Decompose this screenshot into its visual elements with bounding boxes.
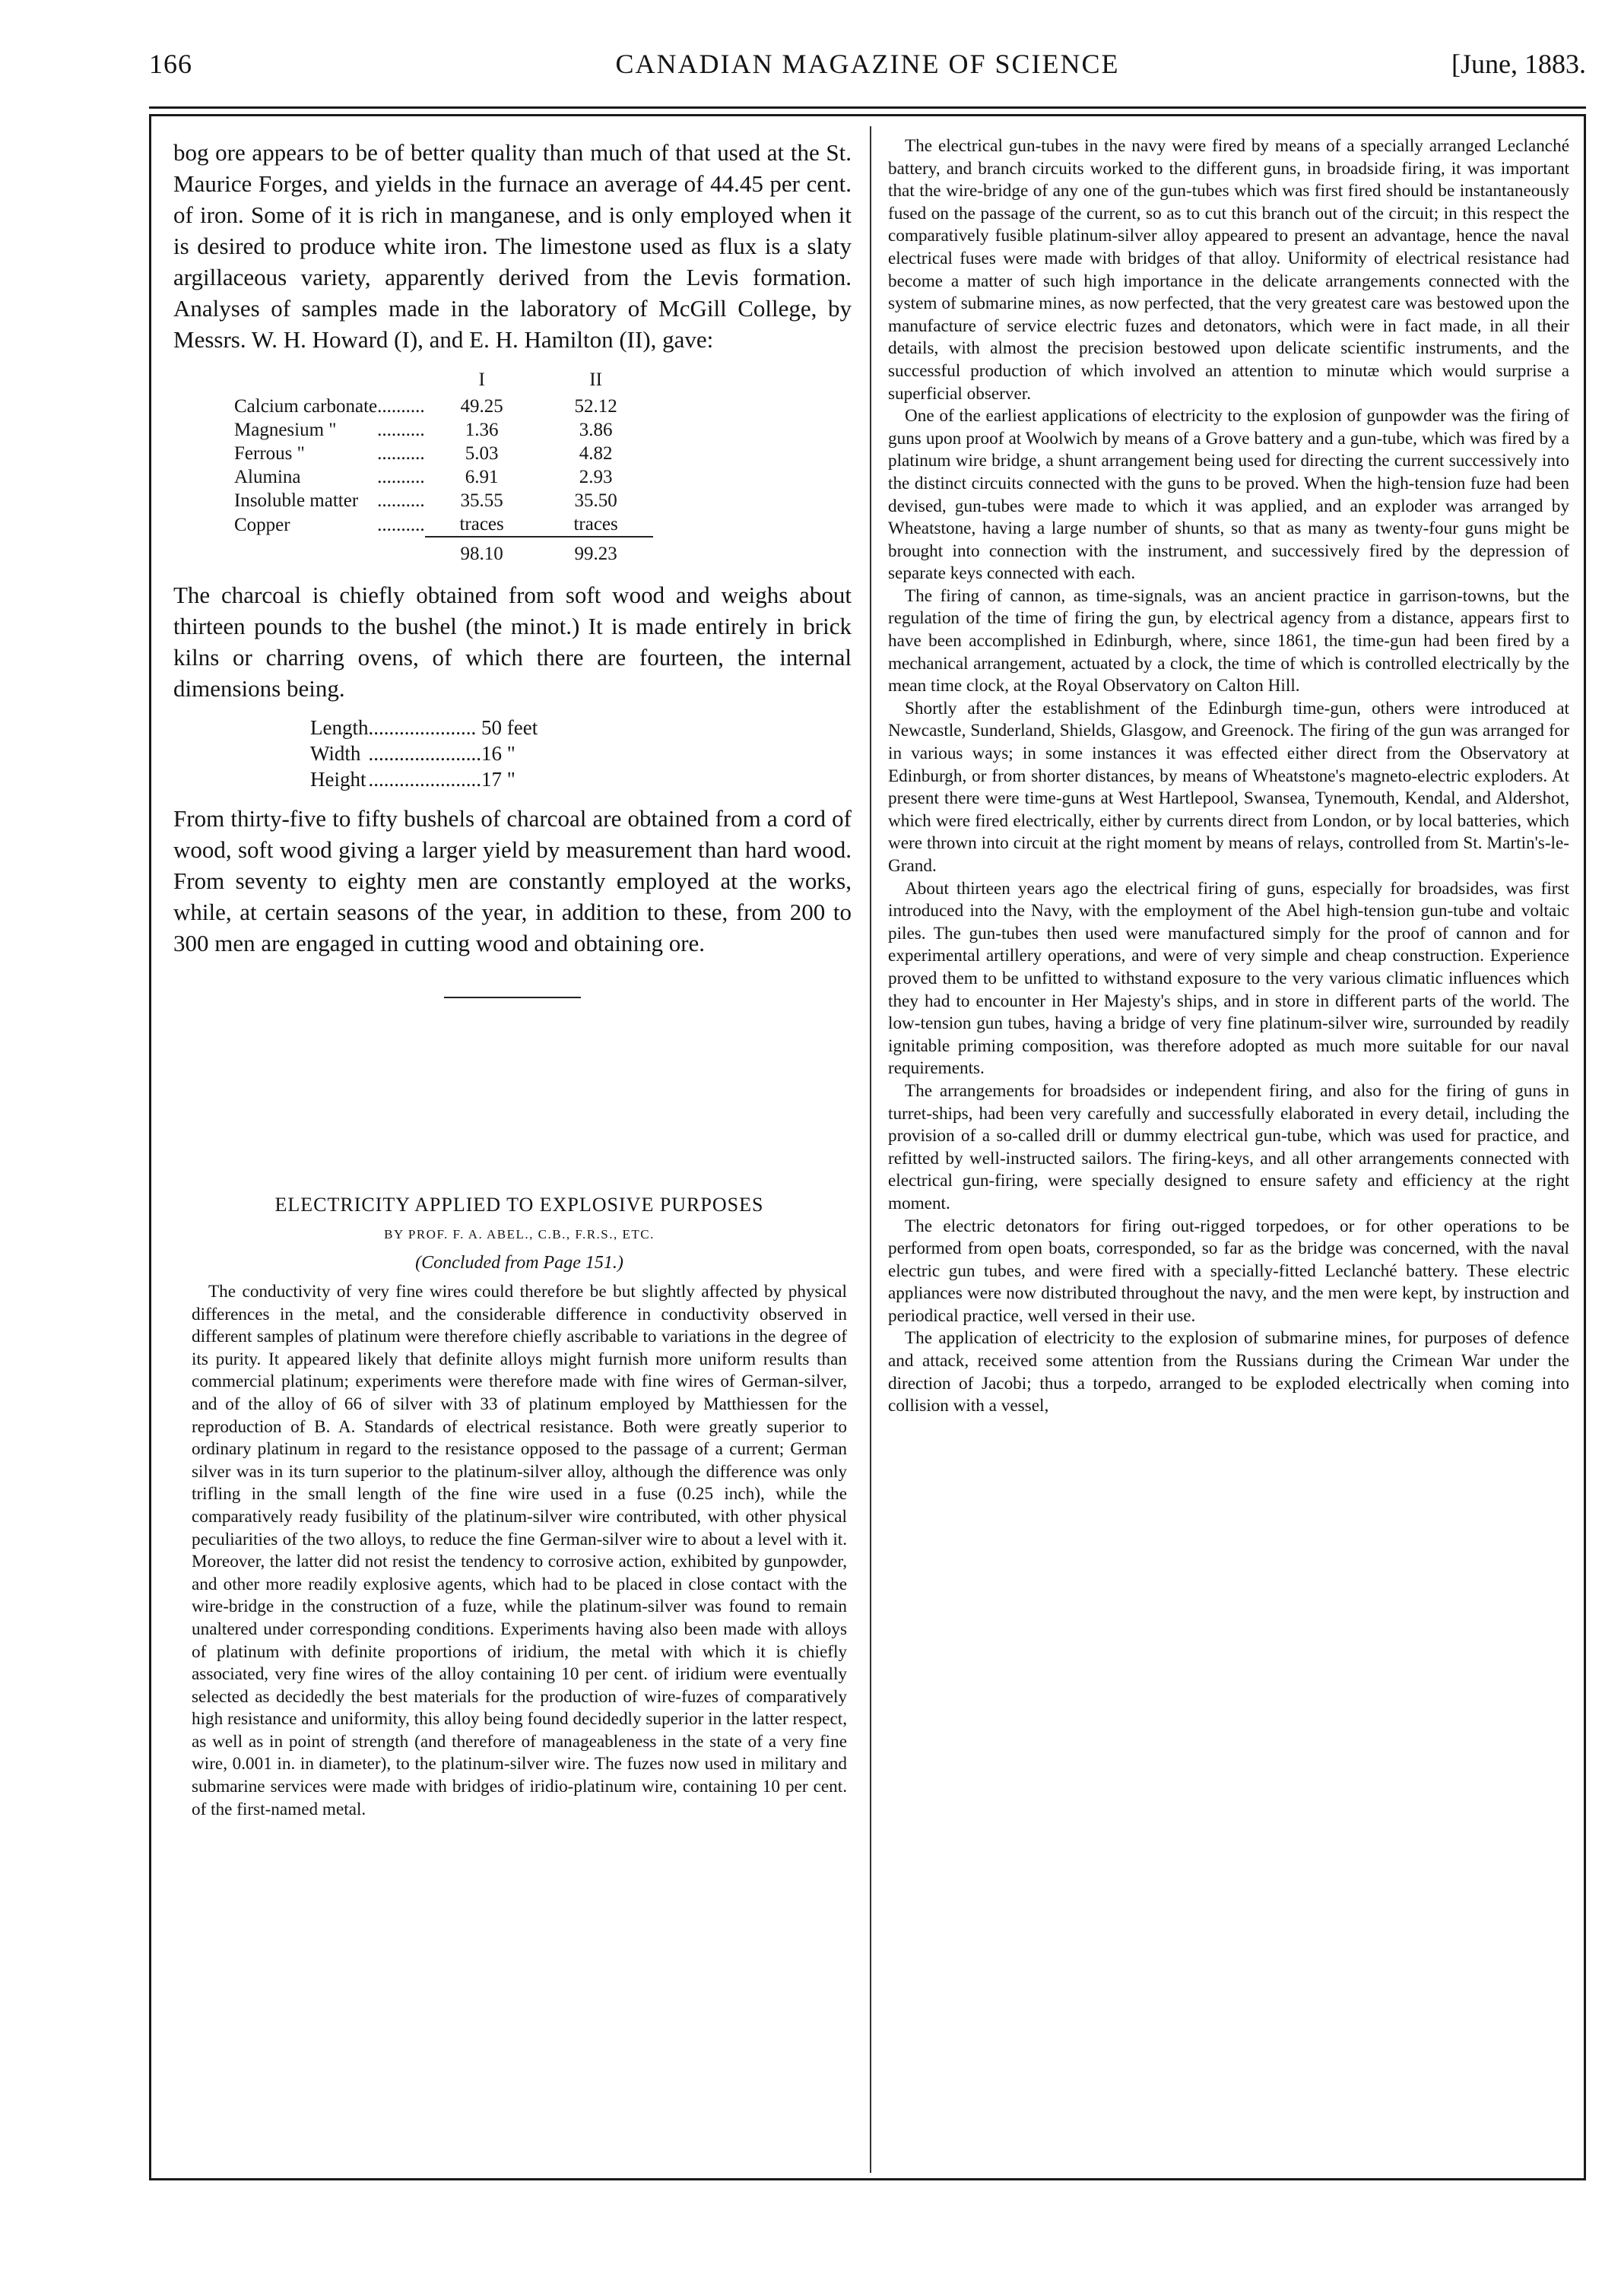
table-row: Height ...................... 17 ": [310, 768, 515, 791]
paragraph: The firing of cannon, as time-signals, was an ancient practice in garrison-towns, but the regulation of the time of firing the gun, by electrical agency from a distance, appears first to have been accomplished in Edinburgh, where, since 1861, the time-gun had been fired by a mechanical arrangement, actuated by a clock, the time of which is controlled electrically by the mean time clock, at the Royal Observatory on Calton Hill.: [888, 585, 1569, 696]
table-row: Calcium carbonate .......... 49.25 52.12: [234, 396, 617, 417]
column-header: I: [478, 369, 485, 390]
issue-date: [June, 1883.: [1451, 49, 1586, 79]
paragraph: The application of electricity to the explosion of submarine mines, for purposes of defence and attack, received some attention from the Russians during the Crimean War under the direction of Jacobi; thus a torpedo, arranged to be exploded electrically when coming into collision with a vessel,: [888, 1328, 1569, 1416]
article-byline: BY PROF. F. A. ABEL., C.B., F.R.S., ETC.: [384, 1227, 655, 1242]
running-title: CANADIAN MAGAZINE OF SCIENCE: [615, 49, 1120, 79]
dimensions-table: [310, 715, 538, 792]
analysis-table: [234, 367, 653, 566]
table-row: Insoluble matter .......... 35.55 35.50: [234, 490, 617, 511]
total-ii: 99.23: [539, 537, 653, 566]
paragraph: From thirty-five to fifty bushels of charcoal are obtained from a cord of wood, soft wood giving a larger yield by measurement than hard wood. From seventy to eighty men are constantly employed at the works, while, at certain seasons of the year, in addition to these, from 200 to 300 men are engaged in cutting wood and obtaining ore.: [173, 805, 852, 956]
paragraph: The arrangements for broadsides or independent firing, and also for the firing of guns in turret-ships, had been very carefully and successfully elaborated in every detail, including the provision of a so-called drill or dummy electrical gun-tube, which was used for practice, and refitted by well-instructed sailors. The firing-keys, and all other arrangements connected with electrical gun-firing, were specially designed to ensure safety and efficiency at the right moment.: [888, 1080, 1569, 1213]
paragraph: The electrical gun-tubes in the navy were fired by means of a specially arranged Leclanché battery, and branch circuits worked to the different guns, in broadside firing, it was important that the wire-bridge of any one of the gun-tubes which was first fired should be instantaneously fused on the passage of the current, so as to cut this branch out of the circuit; in this respect the comparatively fusible platinum-silver alloy appeared to present an advantage, hence the naval electrical fuses were made with bridges of that alloy. Uniformity of electrical resistance had become a matter of such high importance in the delicate arrangements connected with the system of submarine mines, as now perfected, that the very greatest care was bestowed upon the manufacture of service electric fuzes and detonators, which were in fact made, in all their details, with almost the precision bestowed upon delicate scientific instruments, and the successful production of which involved an attention to minutæ which would surprise a superficial observer.: [888, 136, 1569, 404]
table-row: Ferrous " .......... 5.03 4.82: [234, 443, 613, 464]
table-row: Alumina .......... 6.91 2.93: [234, 467, 613, 487]
totals-row: [234, 537, 653, 566]
continuation-note: (Concluded from Page 151.): [415, 1253, 623, 1273]
header-rule: [149, 106, 1586, 109]
paragraph: The conductivity of very fine wires could therefore be but slightly affected by physical differences in the metal, and the considerable difference in conductivity observed in different samples of platinum were therefore chiefly ascribable to variations in the degree of its purity. It appeared likely that definite alloys might furnish more uniform results than commercial platinum; experiments were therefore made with fine wires of German-silver, and of the alloy of 66 of silver with 33 of platinum employed by Matthiessen for the reproduction of B. A. Standards of electrical resistance. Both were greatly superior to ordinary platinum in regard to the resistance opposed to the passage of a current; German silver was in its turn superior to the platinum-silver alloy, although the difference was only trifling in the small length of the fine wire used in a fuse (0.25 inch), while the comparatively ready fusibility of the platinum-silver wire contributed, with other physical peculiarities of the two alloys, to reduce the fine German-silver wire to about a level with it. Moreover, the latter did not resist the tendency to corrosive action, exhibited by gunpowder, and other more readily explosive agents, which had to be placed in close contact with the wire-bridge in the construction of a fuze, while the platinum-silver was found to remain unaltered under corresponding conditions. Experiments having also been made with alloys of platinum with definite proportions of iridium, the metal with which it is chiefly associated, very fine wires of the alloy containing 10 per cent. of iridium were eventually selected as decidedly the best materials for the production of wire-fuzes of comparatively high resistance and uniformity, this alloy being found decidedly superior in the latter respect, as well as in point of strength (and therefore of manageableness in the state of a very fine wire, 0.001 in. in diameter), to the platinum-silver wire. The fuzes now used in military and submarine services were made with bridges of iridio-platinum wire, containing 10 per cent. of the first-named metal.: [192, 1282, 847, 1819]
column-divider: [870, 126, 871, 2173]
section-separator: [444, 997, 581, 998]
total-i: 98.10: [425, 537, 539, 566]
right-column: [888, 135, 1569, 1418]
left-column-top: [173, 137, 852, 1021]
paragraph: About thirteen years ago the electrical firing of guns, especially for broadsides, was first introduced into the Navy, with the employment of the Abel high-tension gun-tube and voltaic piles. The gun-tubes then used were manufactured simply for the proof of cannon and for experimental artillery operations, and were of very simple and cheap construction. Experience proved them to be unfitted to withstand exposure to the very various climatic influences which they had to encounter in Her Majesty's ships, and in store in different parts of the world. The low-tension gun tubes, having a bridge of very fine platinum-silver wire, surrounded by readily ignitable priming composition, was therefore adopted as much more suitable for our naval requirements.: [888, 878, 1569, 1079]
article-title: ELECTRICITY APPLIED TO EXPLOSIVE PURPOSES: [274, 1194, 764, 1216]
page-header: [149, 47, 1586, 85]
column-header: II: [589, 369, 602, 390]
article-left: [192, 1194, 847, 1821]
paragraph: bog ore appears to be of better quality than much of that used at the St. Maurice Forges, and yields in the furnace an average of 44.45 per cent. of iron. Some of it is rich in manganese, and is only employed when it is desired to produce white iron. The limestone used as flux is a slaty argillaceous variety, apparently derived from the Levis formation. Analyses of samples made in the laboratory of McGill College, by Messrs. W. H. Howard (I), and E. H. Hamilton (II), gave:: [173, 139, 852, 353]
page-number: 166: [149, 49, 192, 79]
table-row: Copper .......... traces traces: [234, 514, 618, 535]
table-row: Length ..................... 50 feet: [310, 716, 538, 739]
paragraph: One of the earliest applications of electricity to the explosion of gunpowder was the firing of guns upon proof at Woolwich by means of a Grove battery and a gun-tube, which was fired by a platinum wire bridge, a shunt arrangement being used for directing the current successively into the distinct circuits connected with the guns to be proved. When the high-tension fuze had been devised, gun-tubes were made to which it was applied, and an exploder was arranged by Wheatstone, having a large number of shunts, so that as many as twenty-four guns might be brought into connection with the instrument, and successively fired by the depression of separate keys connected with each.: [888, 406, 1569, 584]
table-row: Width ...................... 16 ": [310, 742, 515, 765]
table-row: Magnesium " .......... 1.36 3.86: [234, 420, 613, 440]
paragraph: The charcoal is chiefly obtained from soft wood and weighs about thirteen pounds to the bushel (the minot.) It is made entirely in brick kilns or charring ovens, of which there are fourteen, the internal dimensions being.: [173, 582, 852, 702]
paragraph: Shortly after the establishment of the Edinburgh time-gun, others were introduced at Newcastle, Sunderland, Shields, Glasgow, and Greenock. The firing of the gun was arranged for in various ways; in some instances it was effected either direct from the Observatory at Edinburgh, or from shorter distances, by means of Wheatstone's magneto-electric exploders. At present there were time-guns at West Hartlepool, Swansea, Tynemouth, Kendal, and Aldershot, which were fired electrically, either by currents direct from London, or by local batteries, which were thrown into circuit at the right moment by means of relays, controlled from St. Martin's-le-Grand.: [888, 698, 1569, 876]
paragraph: The electric detonators for firing out-rigged torpedoes, or for other operations to be performed from open boats, corresponded, so far as the bridge was concerned, with the naval electric gun tubes, and were fired with a specially-fitted Leclanché battery. These electric appliances were now distributed throughout the navy, and the men were kept, by instruction and periodical practice, well versed in their use.: [888, 1216, 1569, 1326]
